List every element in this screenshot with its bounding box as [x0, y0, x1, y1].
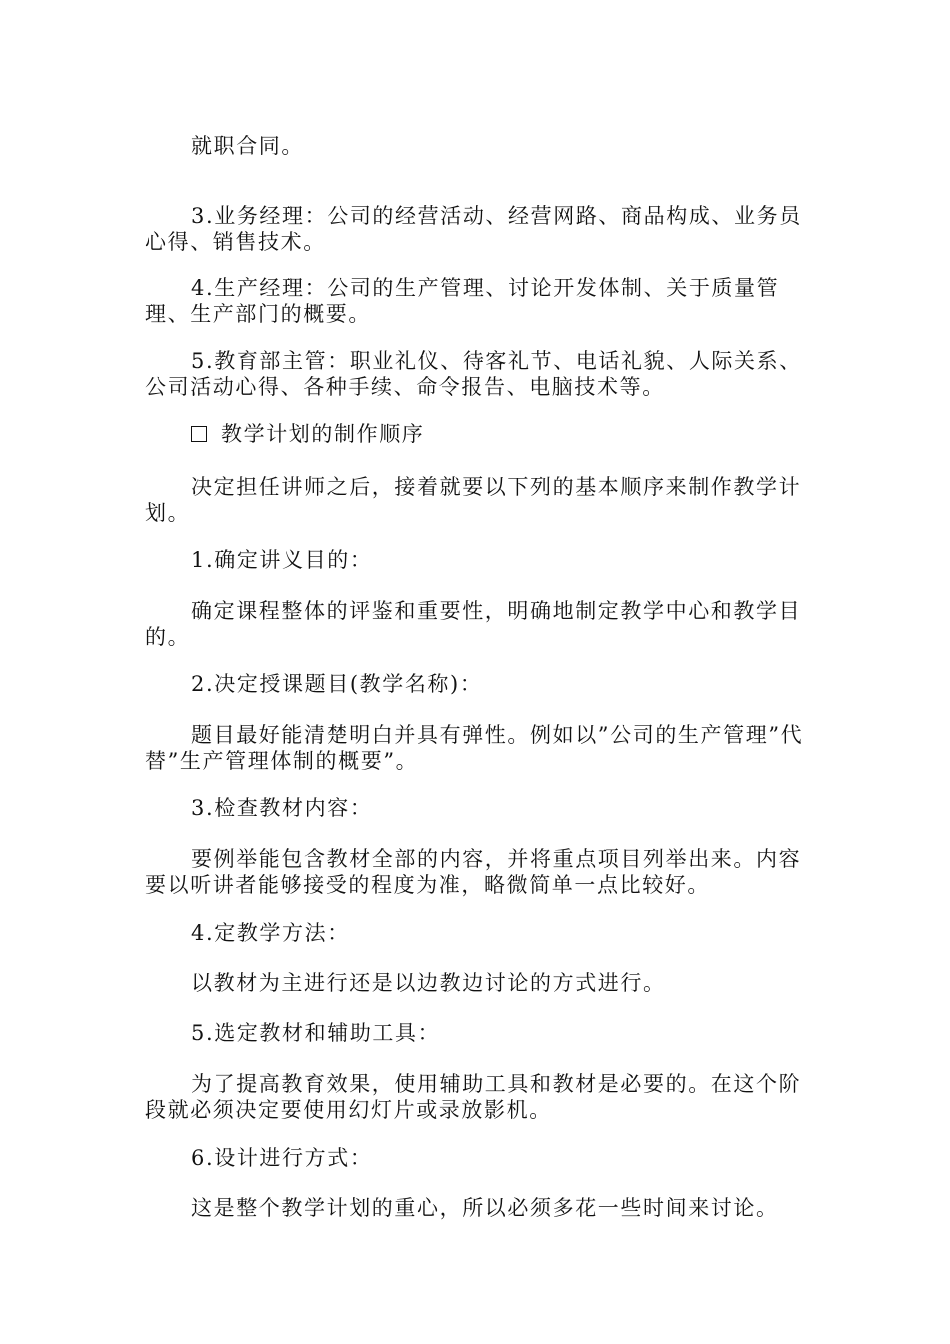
step-5-body: 为了提高教育效果，使用辅助工具和教材是必要的。在这个阶段就必须决定要使用幻灯片或录放影机。: [145, 1072, 802, 1122]
step-3-heading: 3.检查教材内容：: [191, 796, 373, 820]
step-2-heading: 2.决定授课题目(教学名称)：: [191, 672, 483, 696]
step-4-body: 以教材为主进行还是以边教边讨论的方式进行。: [191, 971, 666, 995]
checkbox-icon: [191, 426, 207, 442]
paragraph-contract: 就职合同。: [191, 134, 304, 158]
step-1-heading: 1.确定讲义目的：: [191, 548, 373, 572]
paragraph-business-manager: 3.业务经理：公司的经营活动、经营网路、商品构成、业务员心得、销售技术。: [145, 204, 802, 254]
step-5-heading: 5.选定教材和辅助工具：: [191, 1021, 441, 1045]
paragraph-production-manager: 4.生产经理：公司的生产管理、讨论开发体制、关于质量管理、生产部门的概要。: [145, 276, 780, 326]
section-heading-text: 教学计划的制作顺序: [221, 422, 425, 446]
step-2-body: 题目最好能清楚明白并具有弹性。例如以”公司的生产管理”代替”生产管理体制的概要”。: [145, 723, 804, 773]
step-6-heading: 6.设计进行方式：: [191, 1146, 373, 1170]
step-6-body: 这是整个教学计划的重心，所以必须多花一些时间来讨论。: [191, 1196, 779, 1220]
section-heading: [145, 421, 815, 447]
paragraph-education-supervisor: 5.教育部主管：职业礼仪、待客礼节、电话礼貌、人际关系、公司活动心得、各种手续、命令报告、电脑技术等。: [145, 349, 802, 399]
step-4-heading: 4.定教学方法：: [191, 921, 350, 945]
paragraph-intro: 决定担任讲师之后，接着就要以下列的基本顺序来制作教学计划。: [145, 475, 802, 525]
step-3-body: 要例举能包含教材全部的内容，并将重点项目列举出来。内容要以听讲者能够接受的程度为准，略微简单一点比较好。: [145, 847, 802, 897]
step-1-body: 确定课程整体的评鉴和重要性，明确地制定教学中心和教学目的。: [145, 599, 802, 649]
